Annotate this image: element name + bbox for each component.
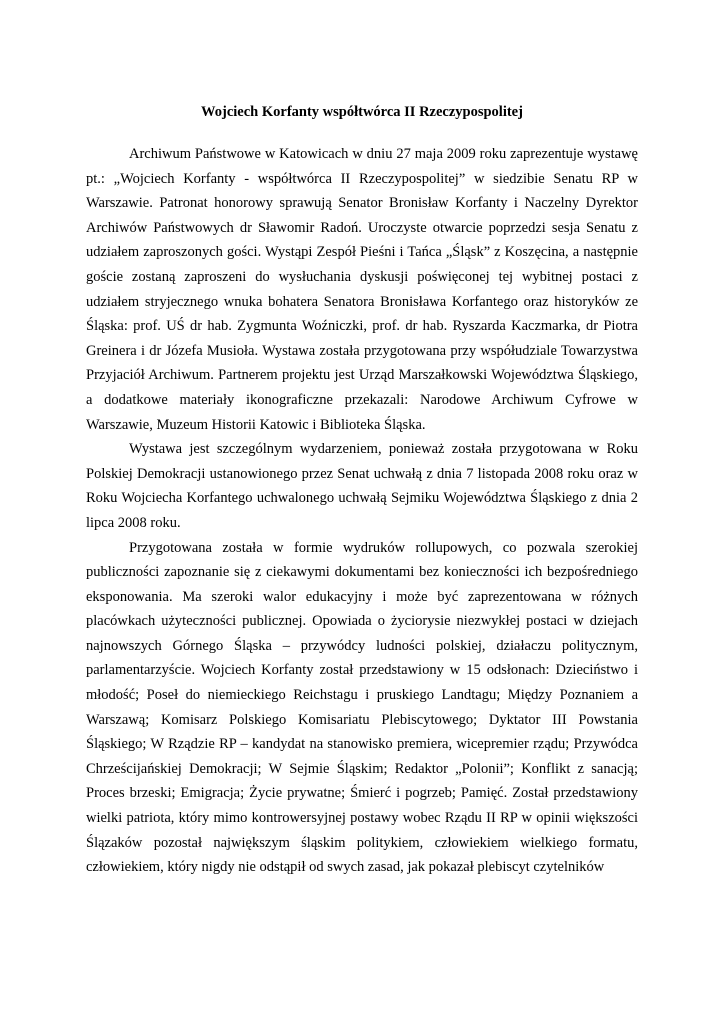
document-title: Wojciech Korfanty współtwórca II Rzeczypospolitej: [201, 104, 523, 120]
paragraph-3: Przygotowana została w formie wydruków rollupowych, co pozwala szerokiej publiczności zapoznanie się z ciekawymi dokumentami bez konieczności ich bezpośredniego eksponowania. Ma szeroki walor edukacyjny i może być zaprezentowana w różnych placówkach użyteczności publicznej. Opowiada o życiorysie niezwykłej postaci w dziejach najnowszych Górnego Śląska – przywódcy ludności polskiej, działaczu politycznym, parlamentarzyście. Wojciech Korfanty został przedstawiony w 15 odsłonach: Dzieciństwo i młodość; Poseł do niemieckiego Reichstagu i pruskiego Landtagu; Między Poznaniem a Warszawą; Komisarz Polskiego Komisariatu Plebiscytowego; Dyktator III Powstania Śląskiego; W Rządzie RP – kandydat na stanowisko premiera, wicepremier rządu; Przywódca Chrześcijańskiej Demokracji; W Sejmie Śląskim; Redaktor „Polonii”; Konflikt z sanacją; Proces brzeski; Emigracja; Życie prywatne; Śmierć i pogrzeb; Pamięć. Został przedstawiony wielki patriota, który mimo kontrowersyjnej postawy wobec Rządu II RP w opinii większości Ślązaków pozostał największym śląskim politykiem, człowiekiem wielkiego formatu, człowiekiem, który nigdy nie odstąpił od swych zasad, jak pokazał plebiscyt czytelników: [86, 539, 638, 876]
paragraph-2: Wystawa jest szczególnym wydarzeniem, ponieważ została przygotowana w Roku Polskiej Demokracji ustanowionego przez Senat uchwałą z dnia 7 listopada 2008 roku oraz w Roku Wojciecha Korfantego uchwalonego uchwałą Sejmiku Województwa Śląskiego z dnia 2 lipca 2008 roku.: [86, 441, 638, 531]
paragraph-1: Archiwum Państwowe w Katowicach w dniu 27 maja 2009 roku zaprezentuje wystawę pt.: „Wojciech Korfanty - współtwórca II Rzeczypospolitej” w siedzibie Senatu RP w Warszawie. Patronat honorowy sprawują Senator Bronisław Korfanty i Naczelny Dyrektor Archiwów Państwowych dr Sławomir Radoń. Uroczyste otwarcie poprzedzi sesja Senatu z udziałem zaproszonych gości. Wystąpi Zespół Pieśni i Tańca „Śląsk” z Koszęcina, a następnie goście zostaną zaproszeni do wysłuchania dyskusji poświęconej tej wybitnej postaci z udziałem stryjecznego wnuka bohatera Senatora Bronisława Korfantego oraz historyków ze Śląska: prof. UŚ dr hab. Zygmunta Woźniczki, prof. dr hab. Ryszarda Kaczmarka, dr Piotra Greinera i dr Józefa Musioła. Wystawa została przygotowana przy współudziale Towarzystwa Przyjaciół Archiwum. Partnerem projektu jest Urząd Marszałkowski Województwa Śląskiego, a dodatkowe materiały ikonograficzne przekazali: Narodowe Archiwum Cyfrowe w Warszawie, Muzeum Historii Katowic i Biblioteka Śląska.: [86, 146, 638, 433]
document-page: [86, 103, 638, 880]
